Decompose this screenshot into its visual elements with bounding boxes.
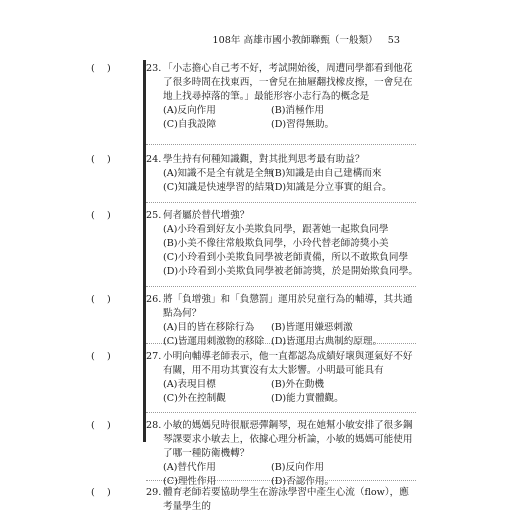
question-divider — [146, 202, 416, 203]
question-body — [163, 209, 419, 279]
option-c: (C)自我設障 — [163, 119, 217, 130]
question-stem: 小敏的媽媽兒時很厭惡彈鋼琴，現在她幫小敏安排了很多鋼琴課要求小敏去上，依據心理分析論，小敏的媽媽可能使用了哪一種防衛機轉？ — [163, 420, 413, 459]
question-body — [163, 350, 413, 406]
option-c: (C)理性作用 — [163, 476, 217, 487]
answer-blank[interactable]: ( ) — [91, 210, 111, 221]
question-divider — [146, 480, 416, 481]
option-a: (A)表現目標 — [163, 379, 216, 390]
answer-blank[interactable]: ( ) — [91, 294, 111, 305]
question-stem: 何者屬於替代增強？ — [163, 210, 250, 221]
option-a: (A)反向作用 — [163, 105, 216, 116]
question-divider — [146, 343, 416, 344]
option-c: (C)皆運用刺激物的移除 — [163, 336, 265, 347]
option-a: (A)替代作用 — [163, 462, 216, 473]
page-header — [213, 34, 401, 48]
question-body — [163, 62, 413, 132]
question-number: 23. — [146, 63, 162, 74]
question-divider — [146, 144, 416, 145]
option-d: (D)皆運用古典制約原理。 — [271, 336, 383, 347]
option-b: (B)小美不像往常般欺負同學，小玲代替老師誇獎小美 — [163, 238, 389, 249]
option-d: (D)習得無助。 — [271, 119, 335, 130]
question-stem: 體育老師若要協助學生在游泳學習中產生心流（flow），應考量學生的 — [163, 487, 409, 512]
question-number: 25. — [146, 210, 162, 221]
answer-blank[interactable]: ( ) — [91, 63, 111, 74]
option-list — [163, 378, 413, 406]
option-c: (C)知識是快速學習的結果 — [163, 182, 274, 193]
option-d: (D)能力實體觀。 — [271, 393, 344, 404]
option-c: (C)外在控制觀 — [163, 393, 226, 404]
option-list — [163, 461, 413, 489]
option-b: (B)反向作用 — [271, 462, 324, 473]
question-number: 28. — [146, 420, 162, 431]
option-b: (B)知識是由自己建構而來 — [271, 168, 382, 179]
question-number: 24. — [146, 154, 162, 165]
option-list — [163, 167, 413, 195]
question-body — [163, 419, 413, 489]
question-body — [163, 486, 413, 514]
option-a: (A)小玲看到好友小美欺負同學，跟著她一起欺負同學 — [163, 224, 389, 235]
option-b: (B)外在動機 — [271, 379, 324, 390]
option-d: (D)知識是分立事實的組合。 — [271, 182, 392, 193]
option-d: (D)小玲看到小美欺負同學被老師誇獎，於是開始欺負同學。 — [163, 266, 419, 277]
answer-blank[interactable]: ( ) — [91, 420, 111, 431]
question-stem: 將「負增強」和「負懲罰」運用於兒童行為的輔導，其共通點為何？ — [163, 294, 413, 319]
answer-blank[interactable]: ( ) — [91, 487, 111, 498]
option-a: (A)知識不是全有就是全無 — [163, 168, 274, 179]
question-stem: 小明向輔導老師表示，他一直都認為成績好壞與運氣好不好有關，用不用功其實沒有太大影響。小明最可能具有 — [163, 351, 413, 376]
answer-blank[interactable]: ( ) — [91, 154, 111, 165]
question-divider — [146, 286, 416, 287]
option-list — [163, 223, 419, 279]
option-d: (D)否認作用。 — [271, 476, 335, 487]
option-b: (B)消極作用 — [271, 105, 324, 116]
question-body — [163, 293, 413, 349]
question-number: 29. — [146, 487, 162, 498]
answer-column-divider — [143, 60, 146, 442]
question-number: 27. — [146, 351, 162, 362]
option-c: (C)小玲看到小美欺負同學被老師責備，所以不敢欺負同學 — [163, 252, 409, 263]
option-list — [163, 321, 413, 349]
page-number: 53 — [387, 35, 400, 46]
question-stem: 學生持有何種知識觀，對其批判思考最有助益？ — [163, 154, 365, 165]
question-divider — [146, 412, 416, 413]
question-number: 26. — [146, 294, 162, 305]
option-list — [163, 104, 413, 132]
question-stem: 「小志擔心自己考不好，考試開始後，周遭同學都看到他花了很多時間在找東西，一會兒在抽屜翻找橡皮擦，一會兒在地上找尋掉落的筆。」最能形容小志行為的概念是 — [163, 63, 413, 102]
option-a: (A)目的皆在移除行為 — [163, 322, 255, 333]
answer-blank[interactable]: ( ) — [91, 351, 111, 362]
question-body — [163, 153, 413, 195]
option-b: (B)皆運用嫌惡刺激 — [271, 322, 353, 333]
header-title: 108年 高雄市國小教師聯甄（一般類） — [212, 35, 378, 46]
